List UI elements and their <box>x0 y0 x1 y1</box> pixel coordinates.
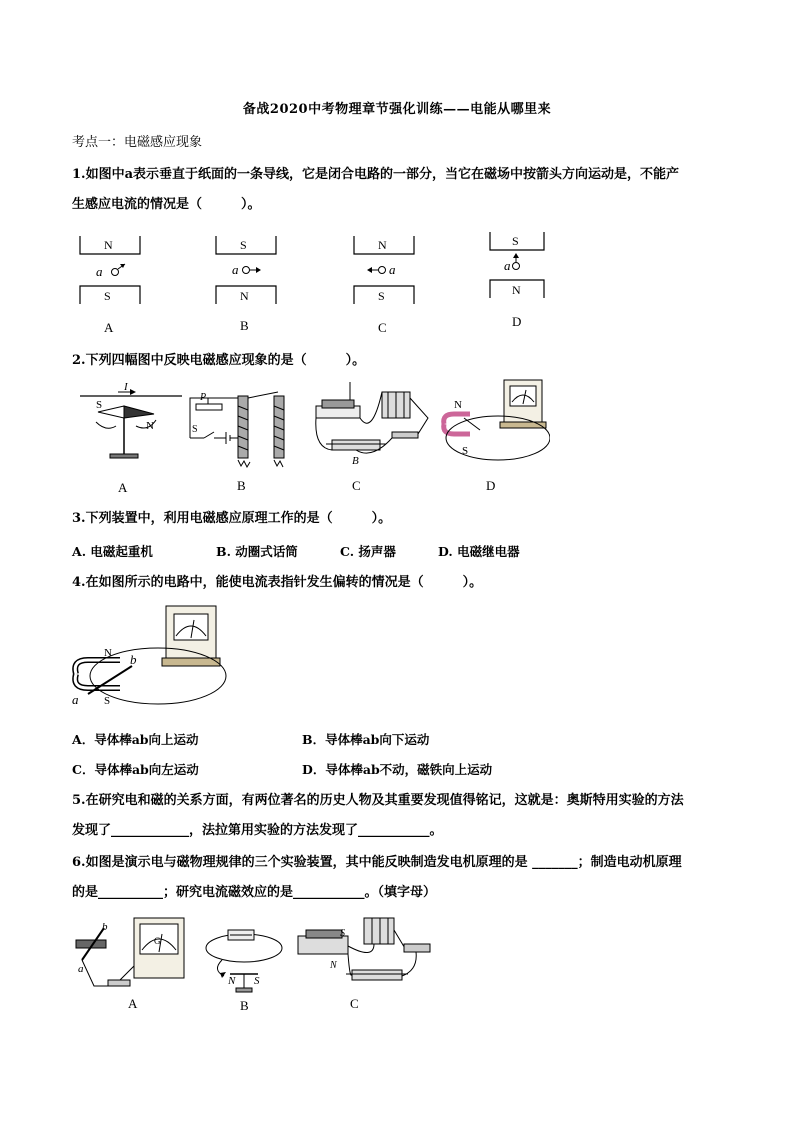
q3-text: 3.下列装置中，利用电磁感应原理工作的是（ ）。 <box>72 511 392 526</box>
q6-figure-b <box>200 918 290 1013</box>
q1-text-line2: 生感应电流的情况是（ ）。 <box>72 197 261 212</box>
q4-option-a: A．导体棒ab向上运动 <box>72 732 199 747</box>
q5-text-line2: 发现了____________，法拉第用实验的方法发现了___________。 <box>72 823 443 838</box>
q1-figure-d <box>488 228 558 338</box>
q4-option-b: B．导体棒ab向下运动 <box>302 732 430 747</box>
figure-label: C <box>378 320 387 335</box>
section-heading: 考点一：电磁感应现象 <box>72 135 203 150</box>
wire-label: a <box>232 262 239 277</box>
q2-text: 2.下列四幅图中反映电磁感应现象的是（ ）。 <box>72 353 366 368</box>
q3-option-b: B. 动圈式话筒 <box>216 544 298 559</box>
q2-figure-a <box>76 382 186 497</box>
q6-text-line2: 的是__________；研究电流磁效应的是___________。（填字母） <box>72 885 437 900</box>
figure-label: B <box>240 318 249 333</box>
pole-label: S <box>378 289 385 303</box>
q4-option-c: C．导体棒ab向左运动 <box>72 762 199 777</box>
pole-label: N <box>228 975 236 987</box>
pole-label: N <box>454 399 462 411</box>
page-title: 备战2020中考物理章节强化训练——电能从哪里来 <box>242 102 552 117</box>
q2-figure-b <box>182 386 297 496</box>
pole-label: S <box>240 238 247 252</box>
pole-label: S <box>340 928 345 939</box>
wire-label: a <box>389 262 396 277</box>
rheostat-label: P <box>200 392 207 403</box>
rod-end-label: b <box>102 921 108 933</box>
q5-text-line1: 5.在研究电和磁的关系方面，有两位著名的历史人物及其重要发现值得铭记，这就是：奥斯特用实验的方法 <box>72 793 684 808</box>
pole-label: N <box>330 960 337 971</box>
figure-label: A <box>128 996 138 1011</box>
pole-label: N <box>512 283 521 297</box>
switch-label: S <box>192 424 198 435</box>
pole-label: N <box>104 238 113 252</box>
q3-option-a: A. 电磁起重机 <box>72 544 153 559</box>
q4-text: 4.在如图所示的电路中，能使电流表指针发生偏转的情况是（ ）。 <box>72 575 483 590</box>
pole-label: S <box>462 445 469 457</box>
q1-figure-c <box>352 232 422 342</box>
pole-label: N <box>378 238 387 252</box>
figure-label: B <box>240 998 249 1013</box>
pole-label: N <box>240 289 249 303</box>
pole-label: S <box>96 399 103 411</box>
rod-end-label: a <box>78 963 84 975</box>
figure-label: A <box>104 320 114 335</box>
q6-text-line1: 6.如图是演示电与磁物理规律的三个实验装置，其中能反映制造发电机原理的是 _______；制造电动机原理 <box>72 855 682 870</box>
figure-label: D <box>512 314 522 329</box>
q6-figure-c <box>294 910 434 1012</box>
q1-figure-a <box>78 232 148 342</box>
q3-option-d: D. 电磁继电器 <box>438 544 520 559</box>
q1-text-line1: 1.如图中a表示垂直于纸面的一条导线，它是闭合电路的一部分，当它在磁场中按箭头方向运动是，不能产 <box>72 167 679 182</box>
q6-figure-a <box>74 914 194 1012</box>
rod-end-label: b <box>130 652 137 667</box>
current-label: I <box>124 382 128 393</box>
figure-label: D <box>486 478 496 493</box>
pole-label: S <box>104 695 111 707</box>
figure-label: B <box>237 478 246 493</box>
q2-figure-d <box>440 376 550 496</box>
q2-figure-c <box>312 378 437 496</box>
wire-label: a <box>504 258 511 273</box>
q1-figure-b <box>214 232 284 342</box>
q3-option-c: C. 扬声器 <box>340 544 396 559</box>
rod-end-label: a <box>72 692 79 707</box>
rheostat-label: B <box>352 455 359 467</box>
figure-label: A <box>118 480 128 495</box>
figure-label: C <box>352 478 361 493</box>
pole-label: N <box>104 647 112 659</box>
wire-label: a <box>96 264 103 279</box>
pole-label: S <box>104 289 111 303</box>
figure-label: C <box>350 996 359 1011</box>
pole-label: S <box>512 234 519 248</box>
q4-figure <box>68 602 228 712</box>
pole-label: N <box>146 420 154 432</box>
pole-label: S <box>254 975 260 987</box>
q4-option-d: D．导体棒ab不动，磁铁向上运动 <box>302 762 493 777</box>
meter-label: G <box>154 936 161 946</box>
